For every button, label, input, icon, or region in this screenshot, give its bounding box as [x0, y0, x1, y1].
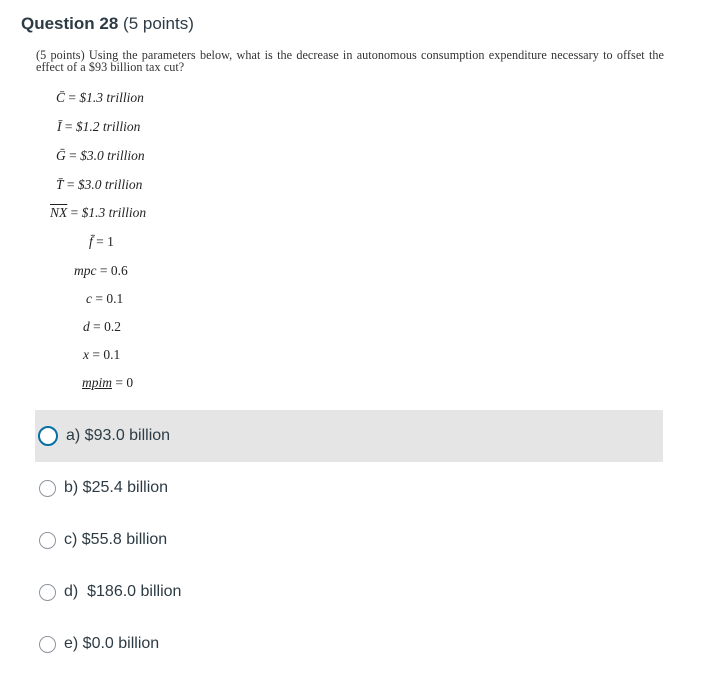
answer-option-c[interactable]	[35, 514, 663, 566]
answer-label[interactable]: c) $55.8 billion	[64, 531, 168, 548]
radio-button-icon[interactable]	[39, 636, 56, 653]
radio-button-icon[interactable]	[39, 584, 56, 601]
param-mpim: mpim = 0	[82, 375, 134, 390]
answer-label[interactable]: e) $0.0 billion	[64, 635, 160, 652]
param-i-bar: Ī = $1.2 trillion	[57, 119, 141, 134]
answer-option-b[interactable]	[35, 462, 663, 514]
param-c: c = 0.1	[86, 291, 124, 306]
param-g-bar: Ḡ = $3.0 trillion	[56, 148, 145, 163]
answer-option-a[interactable]	[35, 410, 663, 462]
param-nx-bar: $\overline{NX}$ = $1.3 trillion	[50, 205, 147, 220]
radio-button-icon[interactable]	[38, 426, 58, 446]
radio-button-icon[interactable]	[39, 480, 56, 497]
answer-option-d[interactable]	[35, 566, 663, 618]
radio-button-icon[interactable]	[39, 532, 56, 549]
answer-label[interactable]: a) $93.0 billion	[66, 427, 171, 444]
answer-option-e[interactable]	[35, 618, 663, 670]
param-d: d = 0.2	[83, 319, 121, 334]
answer-list	[35, 410, 663, 670]
answer-label[interactable]: b) $25.4 billion	[64, 479, 169, 496]
answer-label[interactable]: d) $186.0 billion	[64, 583, 182, 600]
param-t-bar: T̄ = $3.0 trillion	[56, 177, 143, 192]
param-mpc: mpc = 0.6	[74, 263, 128, 278]
question-header	[21, 14, 194, 34]
question-points: (5 points)	[118, 14, 194, 33]
param-x: x = 0.1	[83, 347, 121, 362]
question-text: (5 points) Using the parameters below, what is the decrease in autonomous consumption expenditure necessary to offset the effect of a $93 billion tax cut?	[36, 48, 664, 74]
param-c-bar: C̄ = $1.3 trillion	[56, 90, 144, 105]
param-f-bar: f̄ = 1	[89, 234, 114, 249]
question-number: Question 28	[21, 14, 119, 33]
